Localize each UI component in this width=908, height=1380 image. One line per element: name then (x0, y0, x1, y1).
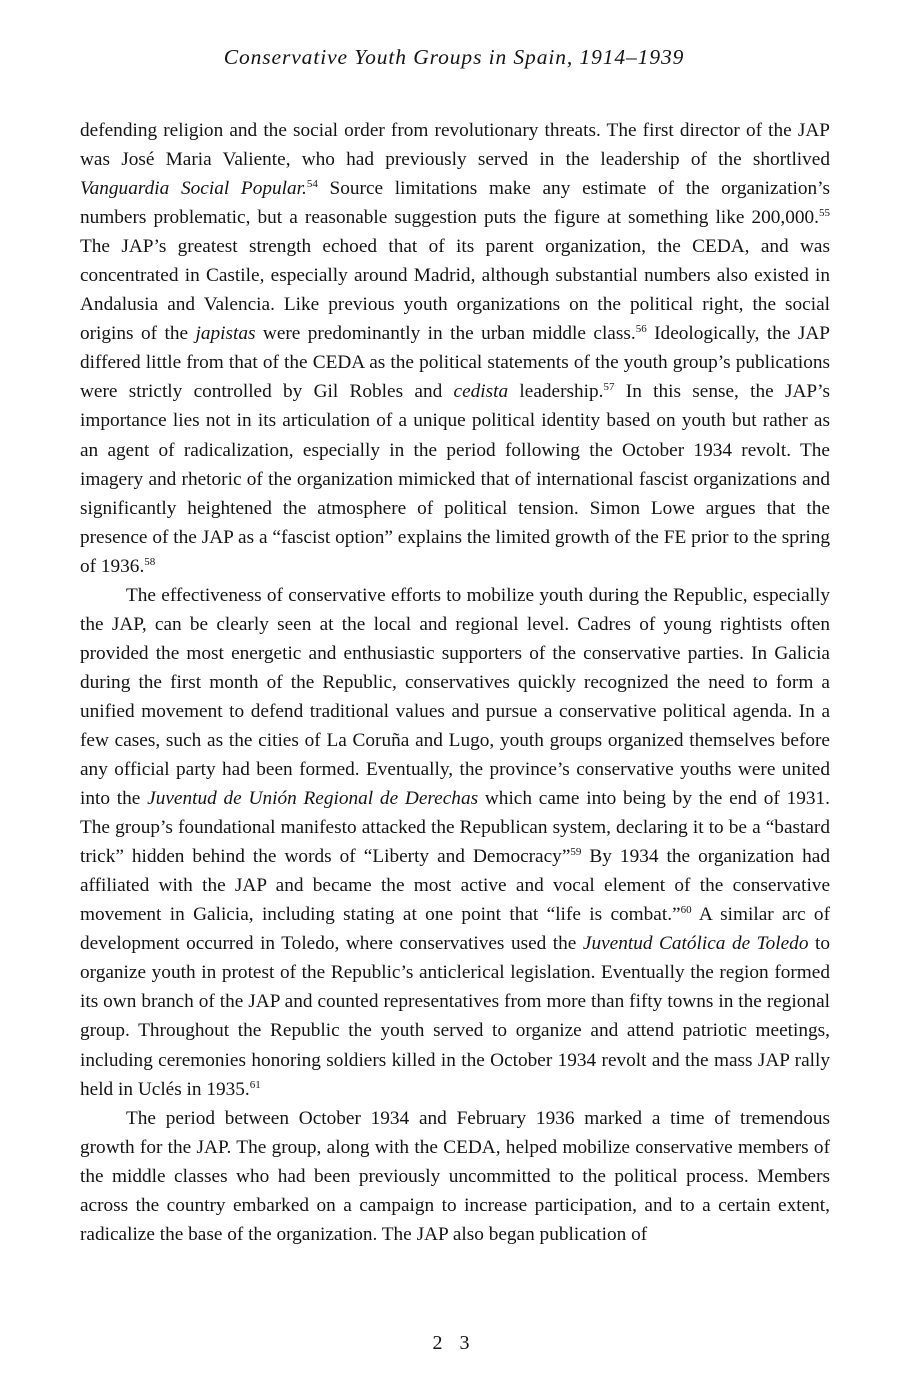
paragraph (80, 581, 830, 1104)
text-run: were predominantly in the urban middle class. (255, 323, 636, 345)
text-run: The period between October 1934 and February 1936 marked a time of tremendous growth for the JAP. The group, along with the CEDA, helped mobilize conservative members of the middle classes who had been previously uncommitted to the political process. Members across the country embarked on a campaign to increase participation, and to a certain extent, radicalize the base of the organization. The JAP also began publication of (80, 1107, 830, 1245)
text-run: The JAP’s greatest strength echoed that of its parent organization, the CEDA, and was concentrated in Castile, especially around Madrid, although substantial numbers also existed in Andalusia and Valencia. Like previous youth organizations on the political right, the social origins of the (80, 236, 830, 345)
text-run: By 1934 the organization had affiliated with the JAP and became the most active and vocal element of the conservative movement in Galicia, including stating at one point that “life is combat.” (80, 846, 830, 926)
italic-text: japistas (195, 323, 256, 345)
text-run: In this sense, the JAP’s importance lies not in its articulation of a unique political identity based on youth but rather as an agent of radicalization, especially in the period following the October 1934 revolt. The imagery and rhetoric of the organization mimicked that of international fascist organizations and significantly heightened the atmosphere of political tension. Simon Lowe argues that the presence of the JAP as a “fascist option” explains the limited growth of the FE prior to the spring of 1936. (80, 381, 830, 577)
footnote-marker: 55 (819, 207, 830, 220)
footnote-marker: 54 (306, 178, 318, 191)
text-run: leadership. (508, 381, 604, 403)
text-run: which came into being by the end of 1931. The group’s foundational manifesto attacked the Republican system, declaring it to be a “bastard trick” hidden behind the words of “Liberty and Democracy” (80, 788, 830, 868)
text-run: A similar arc of development occurred in Toledo, where conservatives used the (80, 904, 830, 955)
page-number: 2 3 (432, 1332, 476, 1354)
text-run: Source limitations make any estimate of the organization’s numbers problematic, but a reasonable suggestion puts the figure at something like 200,000. (80, 178, 830, 229)
running-head: Conservative Youth Groups in Spain, 1914–1939 (223, 45, 685, 69)
text-run: to organize youth in protest of the Republic’s anticlerical legislation. Eventually the region formed its own branch of the JAP and counted representatives from more than fifty towns in the regional group. Throughout the Republic the youth served to organize and attend patriotic meetings, including ceremonies honoring soldiers killed in the October 1934 revolt and the mass JAP rally held in Uclés in 1935. (80, 933, 830, 1100)
text-run: The effectiveness of conservative efforts to mobilize youth during the Republic, especially the JAP, can be clearly seen at the local and regional level. Cadres of young rightists often provided the most energetic and enthusiastic supporters of the conservative parties. In Galicia during the first month of the Republic, conservatives quickly recognized the need to form a unified movement to defend traditional values and pursue a conservative political agenda. In a few cases, such as the cities of La Coruña and Lugo, youth groups organized themselves before any official party had been formed. Eventually, the province’s conservative youths were united into the (80, 584, 830, 810)
footnote-marker: 59 (570, 846, 582, 859)
paragraph (80, 116, 830, 581)
footnote-marker: 60 (680, 904, 692, 917)
footnote-marker: 61 (249, 1078, 261, 1091)
text-run: defending religion and the social order from revolutionary threats. The first director of the JAP was José Maria Valiente, who had previously served in the leadership of the shortlived (80, 120, 830, 171)
text-run: Ideologically, the JAP differed little from that of the CEDA as the political statements of the youth group’s publications were strictly controlled by Gil Robles and (80, 323, 830, 403)
footnote-marker: 58 (144, 555, 156, 568)
body-text (80, 116, 830, 1249)
footnote-marker: 56 (635, 323, 647, 336)
italic-text: Vanguardia Social Popular. (80, 178, 307, 200)
italic-text: cedista (453, 381, 509, 403)
footnote-marker: 57 (603, 381, 615, 394)
italic-text: Juventud de Unión Regional de Derechas (147, 788, 479, 810)
italic-text: Juventud Católica de Toledo (582, 933, 809, 955)
paragraph (80, 1104, 830, 1249)
